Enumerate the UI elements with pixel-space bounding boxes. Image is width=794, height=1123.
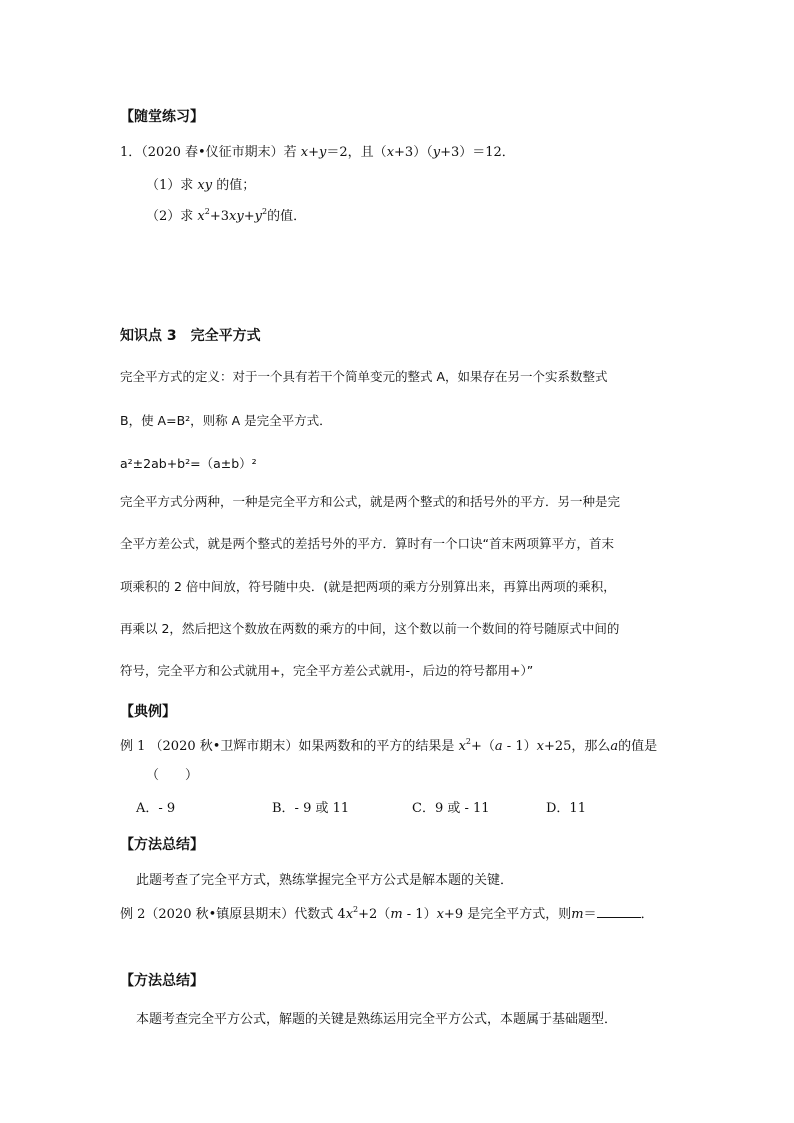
practice-question-1-part-2: （2）求 $x^2+3xy+y^2$的值．	[146, 206, 307, 224]
option-b: B．- 9 或 11	[272, 801, 350, 816]
method-summary-text-2: 本题考查完全平方公式，解题的关键是熟练运用完全平方公式，本题属于基础题型．	[136, 1012, 618, 1027]
ex1-mid2: - 1）	[502, 739, 537, 754]
example-1: 例 1 （2020 秋•卫辉市期末）如果两数和的平方的结果是 $x^2+(a - 1)x+25$，那么a的值是	[120, 736, 658, 754]
ex2-eq: ＝	[583, 907, 597, 922]
q1-sub2-prefix: （2）求	[146, 209, 198, 224]
q1-sub1-prefix: （1）求	[146, 178, 198, 193]
q1-sub1-suffix: 的值；	[212, 178, 256, 193]
method-summary-heading-1: 【方法总结】	[120, 837, 204, 853]
q1-mid: +3）（	[394, 145, 433, 160]
example-heading: 【典例】	[120, 704, 176, 720]
answer-blank	[597, 904, 641, 918]
ex2-mid: +2（	[358, 907, 391, 922]
ex1-mid: +（	[471, 739, 495, 754]
q1-cond1: ＝2，且（	[326, 145, 387, 160]
method-summary-text-1: 此题考查了完全平方式，熟练掌握完全平方公式是解本题的关键．	[136, 873, 514, 888]
paragraph-line-1: 完全平方式分两种，一种是完全平方和公式，就是两个整式的和括号外的平方．另一种是完	[120, 494, 621, 509]
paragraph-line-3: 项乘积的 2 倍中间放，符号随中央．(就是把两项的乘方分别算出来，再算出两项的乘积，	[120, 579, 616, 594]
option-a: A．- 9	[136, 801, 176, 816]
option-c: C．9 或 - 11	[412, 801, 490, 816]
practice-question-1: 1．（2020 春•仪征市期末）若 x+y＝2，且（x+3）（y+3）＝12．	[120, 145, 515, 160]
ex1-end: 的值是	[618, 739, 658, 754]
ex2-end: ．	[640, 907, 654, 922]
paragraph-line-2: 全平方差公式，就是两个整式的差括号外的平方．算时有一个口诀“首末两项算平方，首末	[120, 536, 614, 551]
practice-question-1-part-1: （1）求 xy 的值；	[146, 178, 256, 193]
ex1-tail: +25，那么	[543, 739, 611, 754]
option-d: D．11	[546, 801, 586, 816]
knowledge-heading: 知识点 3 完全平方式	[120, 328, 261, 344]
method-summary-heading-2: 【方法总结】	[120, 973, 204, 989]
ex1-prefix: 例 1 （2020 秋•卫辉市期末）如果两数和的平方的结果是	[120, 739, 459, 754]
answer-bracket: （ ）	[146, 768, 199, 783]
paragraph-line-5: 符号，完全平方和公式就用+，完全平方差公式就用-，后边的符号都用+）”	[120, 663, 534, 678]
formula: a²±2ab+b²=（a±b）²	[120, 456, 257, 471]
definition-line-1: 完全平方式的定义：对于一个具有若干个简单变元的整式 A，如果存在另一个实系数整式	[120, 369, 608, 384]
q1-sub2-suffix: 的值．	[267, 209, 307, 224]
ex2-mid2: - 1）	[402, 907, 437, 922]
q1-prefix: 1．（2020 春•仪征市期末）若	[120, 145, 301, 160]
example-2: 例 2（2020 秋•镇原县期末）代数式 $4x^2+2(m - 1)x+9$ 是完全平方式，则m＝ ．	[120, 904, 654, 922]
paragraph-line-4: 再乘以 2，然后把这个数放在两数的乘方的中间，这个数以前一个数间的符号随原式中间的	[120, 621, 620, 636]
ex2-tail: +9 是完全平方式，则	[443, 907, 572, 922]
practice-heading: 【随堂练习】	[120, 109, 204, 125]
q1-end: +3）＝12．	[440, 145, 515, 160]
ex2-prefix: 例 2（2020 秋•镇原县期末）代数式 4	[120, 907, 346, 922]
definition-line-2: B，使 A=B²，则称 A 是完全平方式．	[120, 413, 332, 428]
